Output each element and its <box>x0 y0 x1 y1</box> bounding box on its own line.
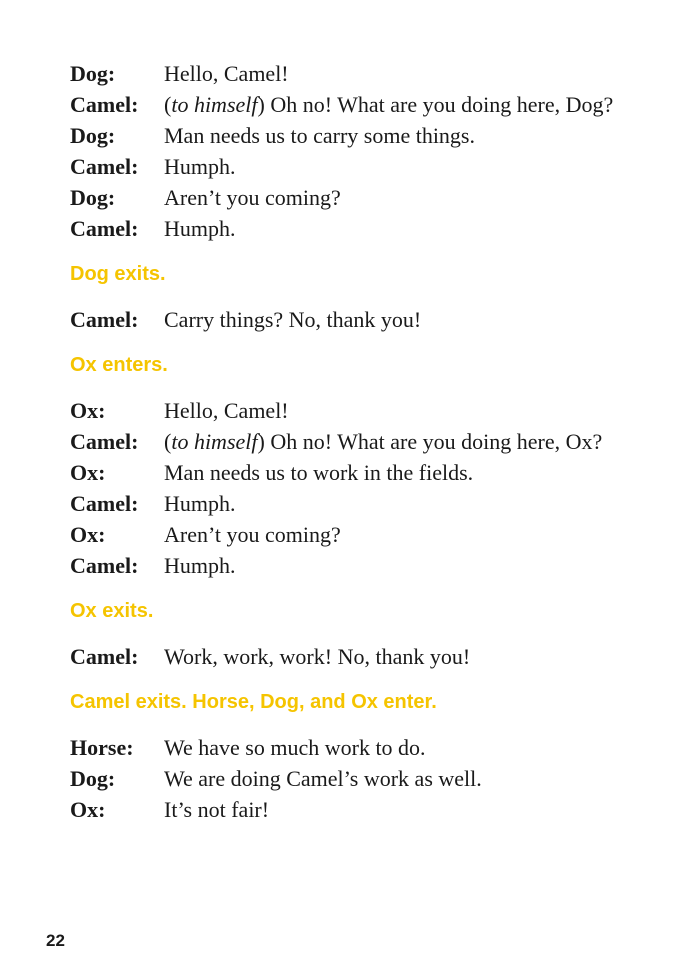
speech-text: Man needs us to work in the fields. <box>164 460 474 485</box>
speech-text: Hello, Camel! <box>164 61 289 86</box>
dialogue-line <box>70 395 640 426</box>
speech-text: Hello, Camel! <box>164 398 289 423</box>
paren-close: ) <box>257 92 265 117</box>
stage-direction: Ox enters. <box>70 354 168 376</box>
speech-text <box>164 426 640 457</box>
speaker-name: Camel: <box>70 553 139 578</box>
speaker-name: Horse: <box>70 735 134 760</box>
speech-text: Humph. <box>164 553 236 578</box>
speech-rest: Oh no! What are you doing here, Ox? <box>264 429 603 454</box>
dialogue-line <box>70 457 640 488</box>
speaker-name: Camel: <box>70 154 139 179</box>
dialogue-line <box>70 58 640 89</box>
speech-text: Aren’t you coming? <box>164 185 341 210</box>
speech-text: We have so much work to do. <box>164 735 426 760</box>
speech-text: Humph. <box>164 154 236 179</box>
dialogue-line <box>70 151 640 182</box>
paren-open: ( <box>164 429 172 454</box>
speaker-name: Dog: <box>70 123 116 148</box>
dialogue-line <box>70 213 640 244</box>
speaker-name: Dog: <box>70 766 116 791</box>
stage-aside: to himself <box>171 92 258 117</box>
play-script <box>70 58 640 825</box>
speaker-name: Camel: <box>70 491 139 516</box>
speaker-name: Camel: <box>70 644 139 669</box>
speaker-name: Ox: <box>70 460 106 485</box>
speaker-name: Camel: <box>70 307 139 332</box>
dialogue-line <box>70 488 640 519</box>
page-number: 22 <box>46 931 65 950</box>
speaker-name: Ox: <box>70 522 106 547</box>
dialogue-line <box>70 426 640 457</box>
dialogue-line <box>70 794 640 825</box>
dialogue-line <box>70 304 640 335</box>
dialogue-line <box>70 550 640 581</box>
speech-text: Humph. <box>164 216 236 241</box>
dialogue-line <box>70 182 640 213</box>
dialogue-line <box>70 763 640 794</box>
stage-direction: Dog exits. <box>70 263 166 285</box>
speaker-name: Ox: <box>70 797 106 822</box>
speaker-name: Camel: <box>70 429 139 454</box>
speech-text <box>164 89 640 120</box>
speech-text: Aren’t you coming? <box>164 522 341 547</box>
stage-aside: to himself <box>171 429 258 454</box>
paren-close: ) <box>257 429 265 454</box>
dialogue-line <box>70 519 640 550</box>
speaker-name: Dog: <box>70 61 116 86</box>
speech-text: Humph. <box>164 491 236 516</box>
dialogue-line <box>70 732 640 763</box>
dialogue-line <box>70 120 640 151</box>
stage-direction: Camel exits. Horse, Dog, and Ox enter. <box>70 691 437 713</box>
dialogue-line <box>70 641 640 672</box>
speech-text: Man needs us to carry some things. <box>164 123 475 148</box>
paren-open: ( <box>164 92 172 117</box>
speech-text: It’s not fair! <box>164 797 270 822</box>
dialogue-line <box>70 89 640 120</box>
speech-rest: Oh no! What are you doing here, Dog? <box>264 92 614 117</box>
speaker-name: Dog: <box>70 185 116 210</box>
speech-text: Work, work, work! No, thank you! <box>164 644 471 669</box>
speaker-name: Camel: <box>70 216 139 241</box>
speech-text: Carry things? No, thank you! <box>164 307 422 332</box>
speaker-name: Camel: <box>70 92 139 117</box>
speech-text: We are doing Camel’s work as well. <box>164 766 482 791</box>
stage-direction: Ox exits. <box>70 600 154 622</box>
speaker-name: Ox: <box>70 398 106 423</box>
